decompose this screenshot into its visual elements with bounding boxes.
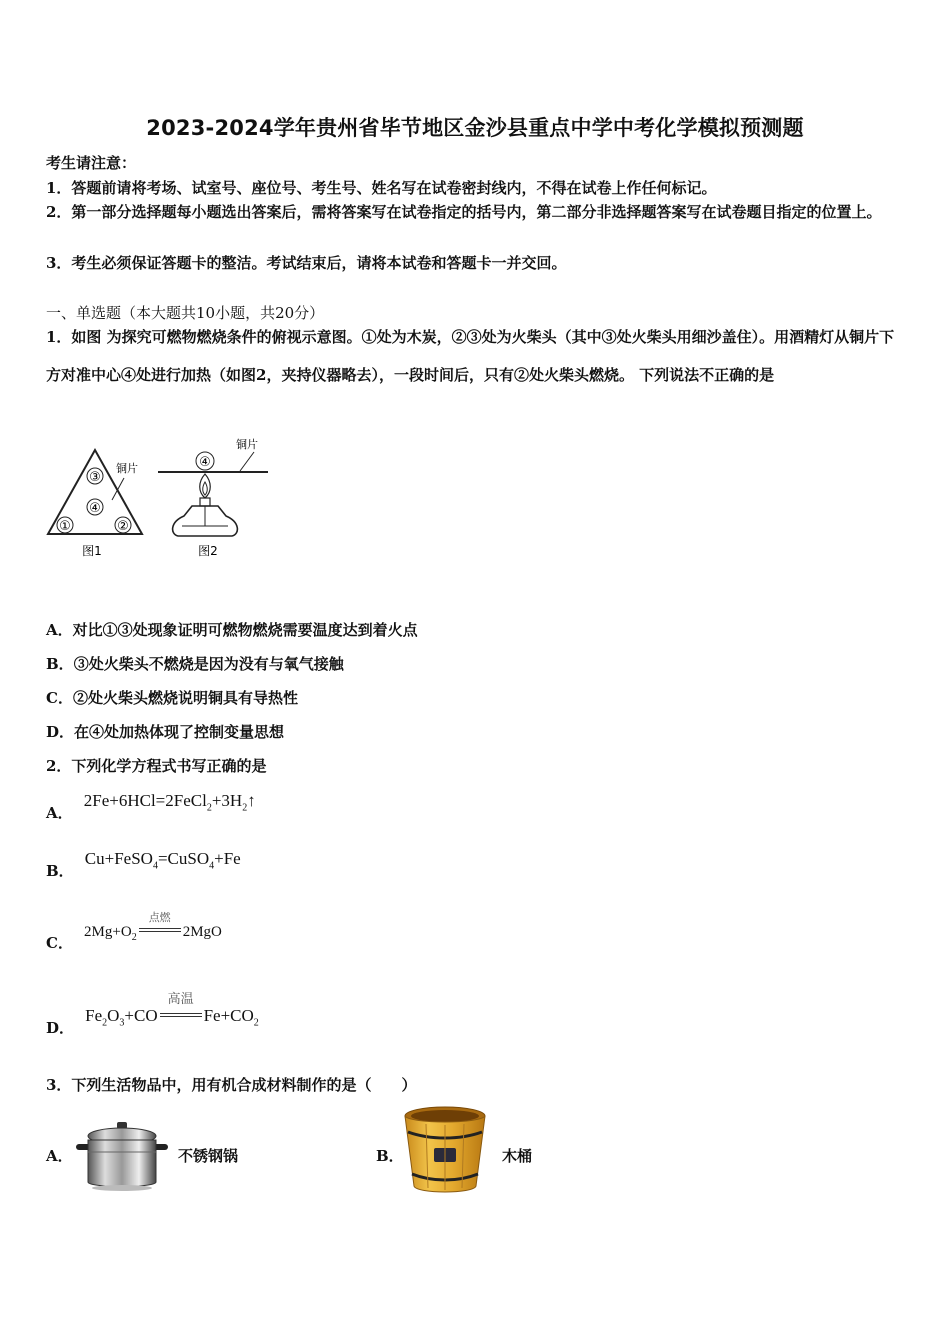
equation-c: $2Mg+O_2$ 点燃 2MgO [84, 924, 222, 940]
copper-label-2: 铜片 [236, 438, 258, 451]
q2-option-d[interactable]: D． $Fe_2O_3+CO$ 高温 $Fe+CO_2$ [46, 1005, 253, 1028]
fig1-caption: 图1 [82, 544, 102, 558]
q1-option-a[interactable]: A．对比①③处现象证明可燃物燃烧需要温度达到着火点 [46, 621, 418, 639]
wooden-bucket-icon [400, 1104, 490, 1196]
q2-option-c[interactable]: C． $2Mg+O_2$ 点燃 2MgO [46, 920, 216, 943]
q2-stem: 2．下列化学方程式书写正确的是 [46, 757, 267, 775]
equation-d: $Fe_2O_3+CO$ 高温 $Fe+CO_2$ [85, 1006, 259, 1025]
equation-a: $2Fe+6HCl=2FeCl_2+3H_2↑$ [83, 791, 256, 814]
section-heading: 一、单选题（本大题共10小题，共20分） [46, 304, 325, 322]
q1-option-d[interactable]: D．在④处加热体现了控制变量思想 [46, 723, 285, 741]
q3-option-a-text[interactable]: 不锈钢锅 [178, 1147, 239, 1165]
q1-stem: 1．如图 为探究可燃物燃烧条件的俯视示意图。①处为木炭，②③处为火柴头（其中③处火柴头用细沙盖住）。用酒精灯从铜片下方对准中心④处进行加热（如图2，夹持仪器略去），一段时间后，只有②处火柴头燃烧。 下列说法不正确的是 [46, 328, 895, 384]
copper-label-1: 铜片 [116, 462, 138, 475]
mark-2: ② [117, 519, 129, 534]
notice-item-3: 3．考生必须保证答题卡的整洁。考试结束后，请将本试卷和答题卡一并交回。 [46, 254, 567, 272]
notice-heading: 考生请注意： [46, 154, 137, 172]
q1-option-b[interactable]: B．③处火柴头不燃烧是因为没有与氧气接触 [46, 655, 344, 673]
stainless-pot-icon [72, 1118, 172, 1193]
condition-ignite: 点燃 [148, 912, 171, 924]
q3-option-b-letter[interactable]: B． [376, 1147, 404, 1165]
mark-1: ① [59, 519, 71, 534]
notice-item-2: 2．第一部分选择题每小题选出答案后，需将答案写在试卷指定的括号内，第二部分非选择题答案写在试卷题目指定的位置上。 [46, 203, 882, 221]
notice-item-1: 1．答题前请将考场、试室号、座位号、考生号、姓名写在试卷密封线内，不得在试卷上作任何标记。 [46, 179, 717, 197]
mark-3: ③ [89, 470, 101, 485]
equation-b: Cu+FeSO$_4$=CuSO$_4$+Fe [84, 849, 241, 872]
fig2-caption: 图2 [198, 544, 218, 558]
q3-option-a-letter[interactable]: A． [46, 1147, 73, 1165]
condition-high-temp: 高温 [167, 991, 194, 1006]
q2-option-b[interactable]: B． Cu+FeSO$_4$=CuSO$_4$+Fe [46, 849, 241, 880]
page-title: 2023-2024学年贵州省毕节地区金沙县重点中学中考化学模拟预测题 [146, 116, 804, 140]
q3-stem: 3．下列生活物品中，用有机合成材料制作的是（ ） [46, 1076, 417, 1094]
q2-option-a[interactable]: A． $2Fe+6HCl=2FeCl_2+3H_2↑$ [46, 791, 256, 822]
mark-4: ④ [89, 501, 101, 516]
q3-option-b-text[interactable]: 木桶 [502, 1147, 533, 1165]
q1-option-c[interactable]: C．②处火柴头燃烧说明铜具有导热性 [46, 689, 298, 707]
mark-4-fig2: ④ [199, 455, 211, 470]
q1-figure [40, 430, 280, 570]
